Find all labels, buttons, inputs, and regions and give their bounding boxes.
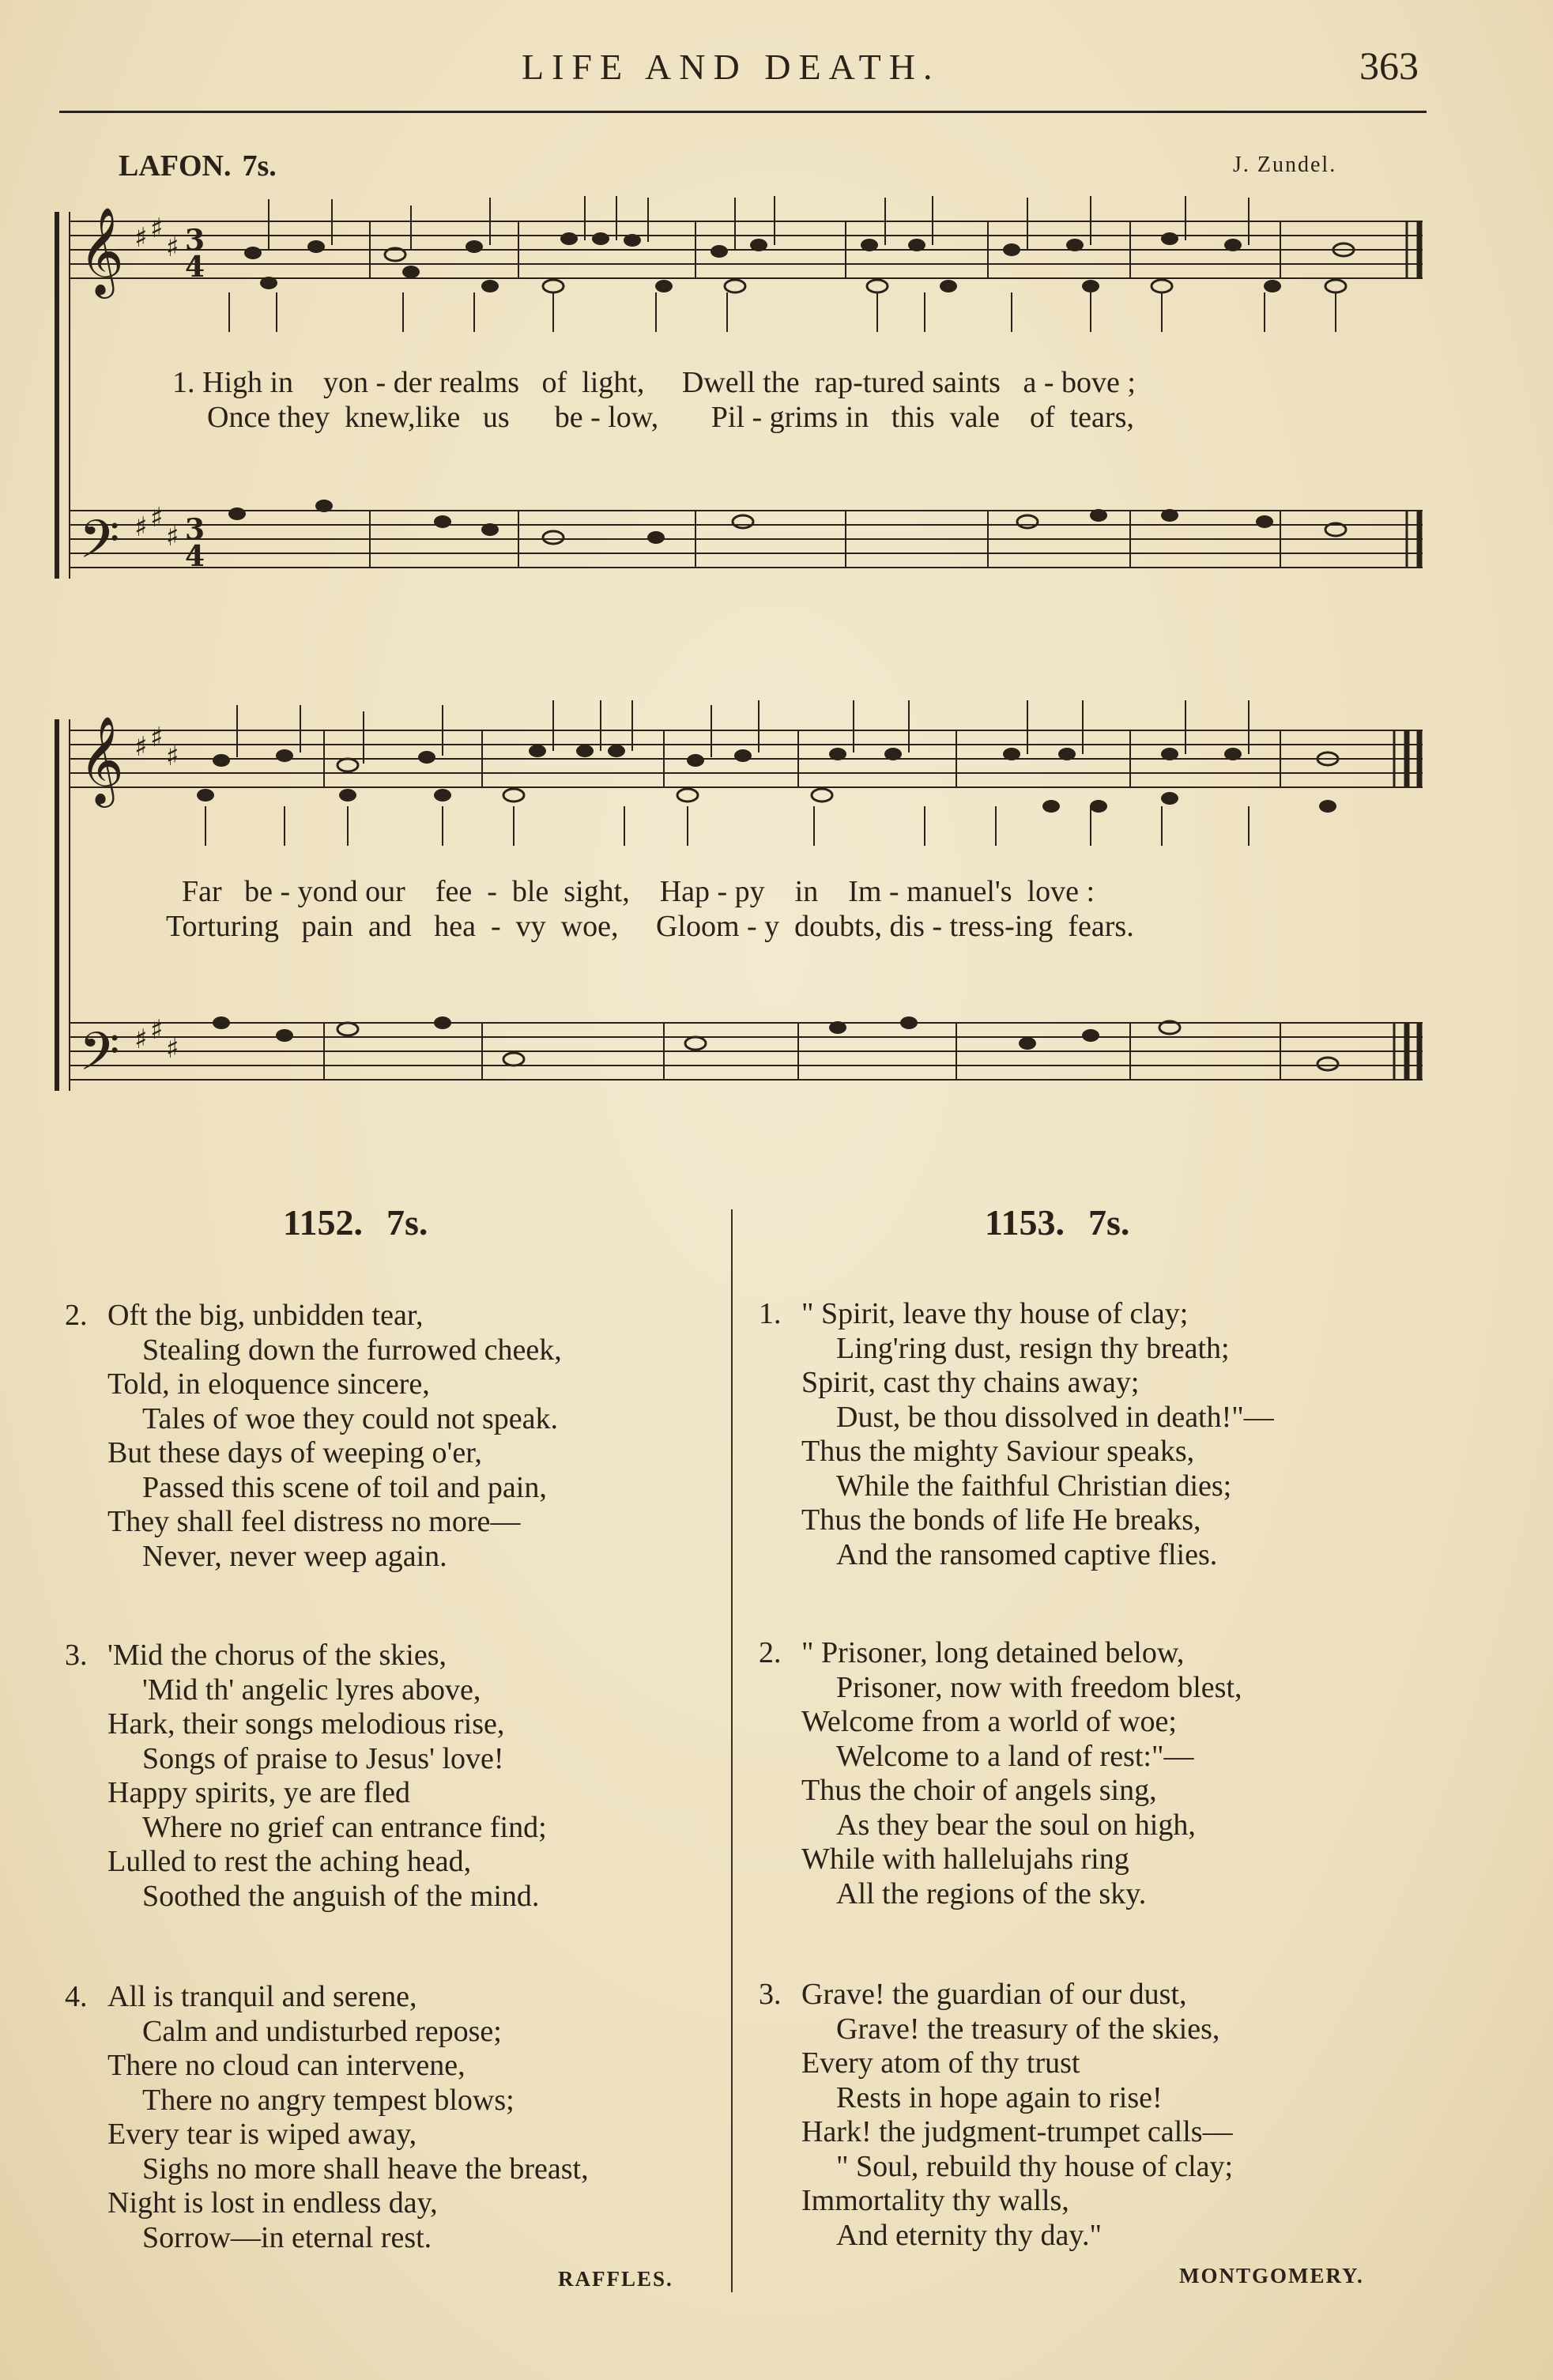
svg-text:♯: ♯ bbox=[134, 511, 148, 543]
hymn-1152-heading: 1152. 7s. bbox=[283, 1202, 428, 1243]
hymn-1153-stanza-2: 2. " Prisoner, long detained below, Prisoner, now with freedom blest, Welcome from a world of woe; Welcome to a land of rest:"— Thus the choir of angels sing, As they bear the soul on high, While with hallelujahs ring All the regions of the sky. bbox=[759, 1636, 1242, 1910]
svg-text:♯: ♯ bbox=[150, 1014, 164, 1046]
hymn-1152-stanza-2: 2. Oft the big, unbidden tear, Stealing down the furrowed cheek, Told, in eloquence sincere, Tales of woe they could not speak. But these days of weeping o'er, Passed this scene of toil and pain, They shall feel distress no more— Never, never weep again. bbox=[65, 1299, 562, 1573]
section-title: LIFE AND DEATH. bbox=[522, 47, 940, 87]
svg-text:𝄞: 𝄞 bbox=[79, 206, 124, 295]
tune-meter: 7s. bbox=[242, 149, 277, 183]
svg-text:𝄞: 𝄞 bbox=[79, 715, 124, 804]
bass-staff-lines bbox=[70, 1023, 1423, 1080]
running-head bbox=[0, 43, 1553, 93]
svg-text:♯: ♯ bbox=[166, 741, 179, 772]
hymn-1153-stanza-3: 3. Grave! the guardian of our dust, Grave! the treasury of the skies, Every atom of thy trust Rests in hope again to rise! Hark! the judgment-trumpet calls— " Soul, rebuild thy house of clay; Immortality thy walls, And eternity thy day." bbox=[759, 1978, 1234, 2252]
hymn-1153-heading: 1153. 7s. bbox=[985, 1202, 1130, 1243]
svg-text:♯: ♯ bbox=[166, 521, 179, 553]
svg-text:4: 4 bbox=[185, 540, 205, 573]
svg-text:♯: ♯ bbox=[134, 731, 148, 763]
hymn-1153-author: MONTGOMERY. bbox=[1179, 2264, 1364, 2288]
tune-name bbox=[119, 149, 277, 183]
svg-text:3: 3 bbox=[185, 513, 205, 546]
bass-staff-lines bbox=[70, 511, 1423, 568]
svg-text:4: 4 bbox=[185, 251, 205, 284]
column-divider bbox=[731, 1209, 733, 2292]
svg-text:♯: ♯ bbox=[134, 1024, 148, 1055]
svg-text:♯: ♯ bbox=[150, 722, 164, 753]
lyric-line-1a: 1. High in yon - der realms of light, Dwell the rap-tured saints a - bove ; bbox=[172, 366, 1136, 399]
svg-text:♯: ♯ bbox=[150, 213, 164, 244]
tune-title: LAFON. bbox=[119, 149, 232, 183]
lyric-line-2a: Far be - yond our fee - ble sight, Hap - py in Im - manuel's love : bbox=[182, 875, 1095, 908]
composer: J. Zundel. bbox=[1233, 153, 1337, 177]
svg-text:3: 3 bbox=[185, 224, 205, 257]
svg-text:𝄢: 𝄢 bbox=[79, 509, 120, 583]
hymn-1152-stanza-3: 3. 'Mid the chorus of the skies, 'Mid th' angelic lyres above, Hark, their songs melodious rise, Songs of praise to Jesus' love! Happy spirits, ye are fled Where no grief can entrance find; Lulled to rest the aching head, Soothed the anguish of the mind. bbox=[65, 1639, 547, 1913]
hymn-1152-stanza-4: 4. All is tranquil and serene, Calm and undisturbed repose; There no cloud can intervene, There no angry tempest blows; Every tear is wiped away, Sighs no more shall heave the breast, Night is lost in endless day, Sorrow—in eternal rest. bbox=[65, 1980, 589, 2254]
svg-text:𝄢: 𝄢 bbox=[79, 1021, 120, 1095]
hymn-1152-author: RAFFLES. bbox=[558, 2267, 673, 2291]
hymn-1153-stanza-1: 1. " Spirit, leave thy house of clay; Ling'ring dust, resign thy breath; Spirit, cast thy chains away; Dust, be thou dissolved in death!"— Thus the mighty Saviour speaks, While the faithful Christian dies; Thus the bonds of life He breaks, And the ransomed captive flies. bbox=[759, 1297, 1274, 1571]
page-number: 363 bbox=[1359, 43, 1419, 88]
lyric-line-1b: Once they knew,like us be - low, Pil - grims in this vale of tears, bbox=[207, 401, 1134, 434]
lyric-line-2b: Torturing pain and hea - vy woe, Gloom - y doubts, dis - tress-ing fears. bbox=[166, 910, 1134, 943]
svg-text:♯: ♯ bbox=[134, 222, 148, 254]
treble-staff-lines bbox=[70, 221, 1423, 278]
svg-text:♯: ♯ bbox=[150, 502, 164, 534]
header-rule bbox=[59, 111, 1427, 113]
svg-text:♯: ♯ bbox=[166, 232, 179, 263]
svg-text:♯: ♯ bbox=[166, 1033, 179, 1065]
